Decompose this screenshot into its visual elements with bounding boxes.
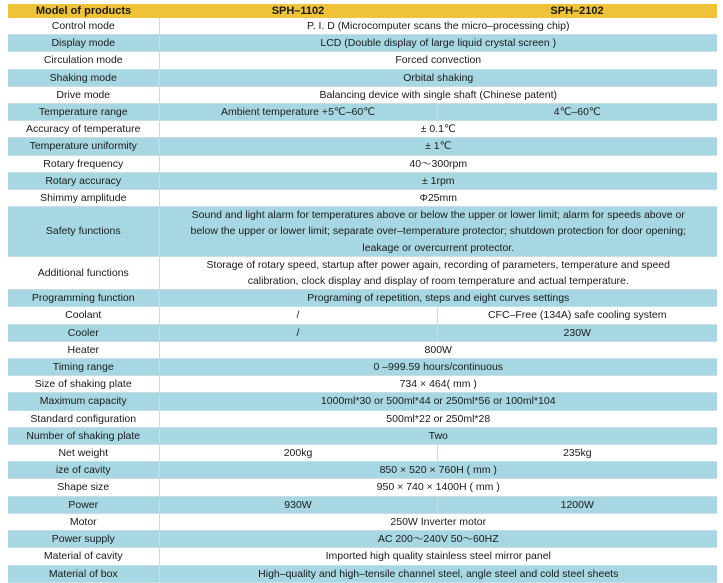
row-label: Additional functions	[8, 256, 159, 289]
table-row	[8, 513, 717, 530]
row-label: Display mode	[8, 35, 159, 52]
row-label: Number of shaking plate	[8, 427, 159, 444]
row-value-line: calibration, clock display and display of room temperature and actual temperature.	[247, 275, 629, 288]
row-value: ± 0.1℃	[159, 121, 717, 138]
row-value	[159, 207, 717, 257]
row-value: 500ml*22 or 250ml*28	[159, 410, 717, 427]
table-row	[8, 410, 717, 427]
row-label: Power	[8, 496, 159, 513]
row-label: Shape size	[8, 479, 159, 496]
row-value: P. I. D (Microcomputer scans the micro–processing chip)	[159, 18, 717, 35]
header-model-b: SPH–2102	[437, 4, 717, 18]
row-value: 40～300rpm	[159, 155, 717, 172]
row-value: Balancing device with single shaft (Chinese patent)	[159, 86, 717, 103]
row-value-model-b: 1200W	[437, 496, 717, 513]
table-row	[8, 376, 717, 393]
table-header-row	[8, 4, 717, 18]
row-label: Temperature range	[8, 104, 159, 121]
row-value: Φ25mm	[159, 190, 717, 207]
row-value-model-a: 200kg	[159, 445, 437, 462]
table-row	[8, 479, 717, 496]
spec-table	[8, 4, 717, 583]
table-row	[8, 52, 717, 69]
row-label: Heater	[8, 341, 159, 358]
row-value-line: Storage of rotary speed, startup after power again, recording of parameters, temperature and speed	[206, 258, 670, 271]
row-label: Safety functions	[8, 207, 159, 257]
table-row	[8, 190, 717, 207]
row-value-model-b: 230W	[437, 324, 717, 341]
table-row	[8, 138, 717, 155]
row-value-line: below the upper or lower limit; separate over–temperature protector; shutdown protection for door opening;	[190, 225, 687, 238]
table-row	[8, 307, 717, 324]
row-value: Two	[159, 427, 717, 444]
row-value: AC 200～240V 50～60HZ	[159, 531, 717, 548]
row-label: Control mode	[8, 18, 159, 35]
row-value-line: leakage or overcurrent protector.	[362, 241, 515, 254]
row-value: ± 1℃	[159, 138, 717, 155]
row-value-model-a: Ambient temperature +5℃–60℃	[159, 104, 437, 121]
row-value-model-a: /	[159, 307, 437, 324]
row-value: Imported high quality stainless steel mirror panel	[159, 548, 717, 565]
table-row	[8, 324, 717, 341]
row-label: Net weight	[8, 445, 159, 462]
row-value: Forced convection	[159, 52, 717, 69]
row-value: 850 × 520 × 760H ( mm )	[159, 462, 717, 479]
table-row	[8, 531, 717, 548]
table-row	[8, 207, 717, 257]
table-row	[8, 359, 717, 376]
table-row	[8, 18, 717, 35]
table-row	[8, 548, 717, 565]
row-label: Rotary accuracy	[8, 172, 159, 189]
row-label: Shaking mode	[8, 69, 159, 86]
table-row	[8, 290, 717, 307]
row-label: Programming function	[8, 290, 159, 307]
row-label: Material of box	[8, 565, 159, 582]
header-model-a: SPH–1102	[159, 4, 437, 18]
row-value: 734 × 464( mm )	[159, 376, 717, 393]
table-row	[8, 256, 717, 289]
table-row	[8, 155, 717, 172]
row-label: Circulation mode	[8, 52, 159, 69]
row-value: Programing of repetition, steps and eight curves settings	[159, 290, 717, 307]
row-label: Temperature uniformity	[8, 138, 159, 155]
table-row	[8, 172, 717, 189]
row-label: Standard configuration	[8, 410, 159, 427]
row-value: 950 × 740 × 1400H ( mm )	[159, 479, 717, 496]
table-row	[8, 104, 717, 121]
table-row	[8, 35, 717, 52]
row-label: Material of cavity	[8, 548, 159, 565]
row-value: LCD (Double display of large liquid crystal screen )	[159, 35, 717, 52]
row-label: Maximum capacity	[8, 393, 159, 410]
row-value	[159, 256, 717, 289]
table-row	[8, 121, 717, 138]
table-row	[8, 393, 717, 410]
row-value-model-b: 4℃–60℃	[437, 104, 717, 121]
row-label: Accuracy of temperature	[8, 121, 159, 138]
row-value-model-a: /	[159, 324, 437, 341]
table-row	[8, 341, 717, 358]
row-value: 0 –999.59 hours/continuous	[159, 359, 717, 376]
row-label: ize of cavity	[8, 462, 159, 479]
row-label: Drive mode	[8, 86, 159, 103]
row-label: Shimmy amplitude	[8, 190, 159, 207]
row-label: Size of shaking plate	[8, 376, 159, 393]
table-row	[8, 86, 717, 103]
header-label: Model of products	[8, 4, 159, 18]
row-label: Power supply	[8, 531, 159, 548]
row-value: Orbital shaking	[159, 69, 717, 86]
table-row	[8, 445, 717, 462]
row-value: 250W Inverter motor	[159, 513, 717, 530]
table-row	[8, 69, 717, 86]
row-value-model-b: 235kg	[437, 445, 717, 462]
table-row	[8, 462, 717, 479]
row-label: Coolant	[8, 307, 159, 324]
row-label: Motor	[8, 513, 159, 530]
row-value: 1000ml*30 or 500ml*44 or 250ml*56 or 100ml*104	[159, 393, 717, 410]
row-label: Cooler	[8, 324, 159, 341]
spec-sheet	[8, 4, 717, 583]
table-row	[8, 427, 717, 444]
row-value-model-a: 930W	[159, 496, 437, 513]
row-value: High–quality and high–tensile channel steel, angle steel and cold steel sheets	[159, 565, 717, 582]
row-label: Rotary frequency	[8, 155, 159, 172]
row-value-line: Sound and light alarm for temperatures above or below the upper or lower limit; alarm for speeds above or	[191, 209, 685, 222]
row-value: ± 1rpm	[159, 172, 717, 189]
row-label: Timing range	[8, 359, 159, 376]
row-value: 800W	[159, 341, 717, 358]
row-value-model-b: CFC–Free (134A) safe cooling system	[437, 307, 717, 324]
table-row	[8, 496, 717, 513]
